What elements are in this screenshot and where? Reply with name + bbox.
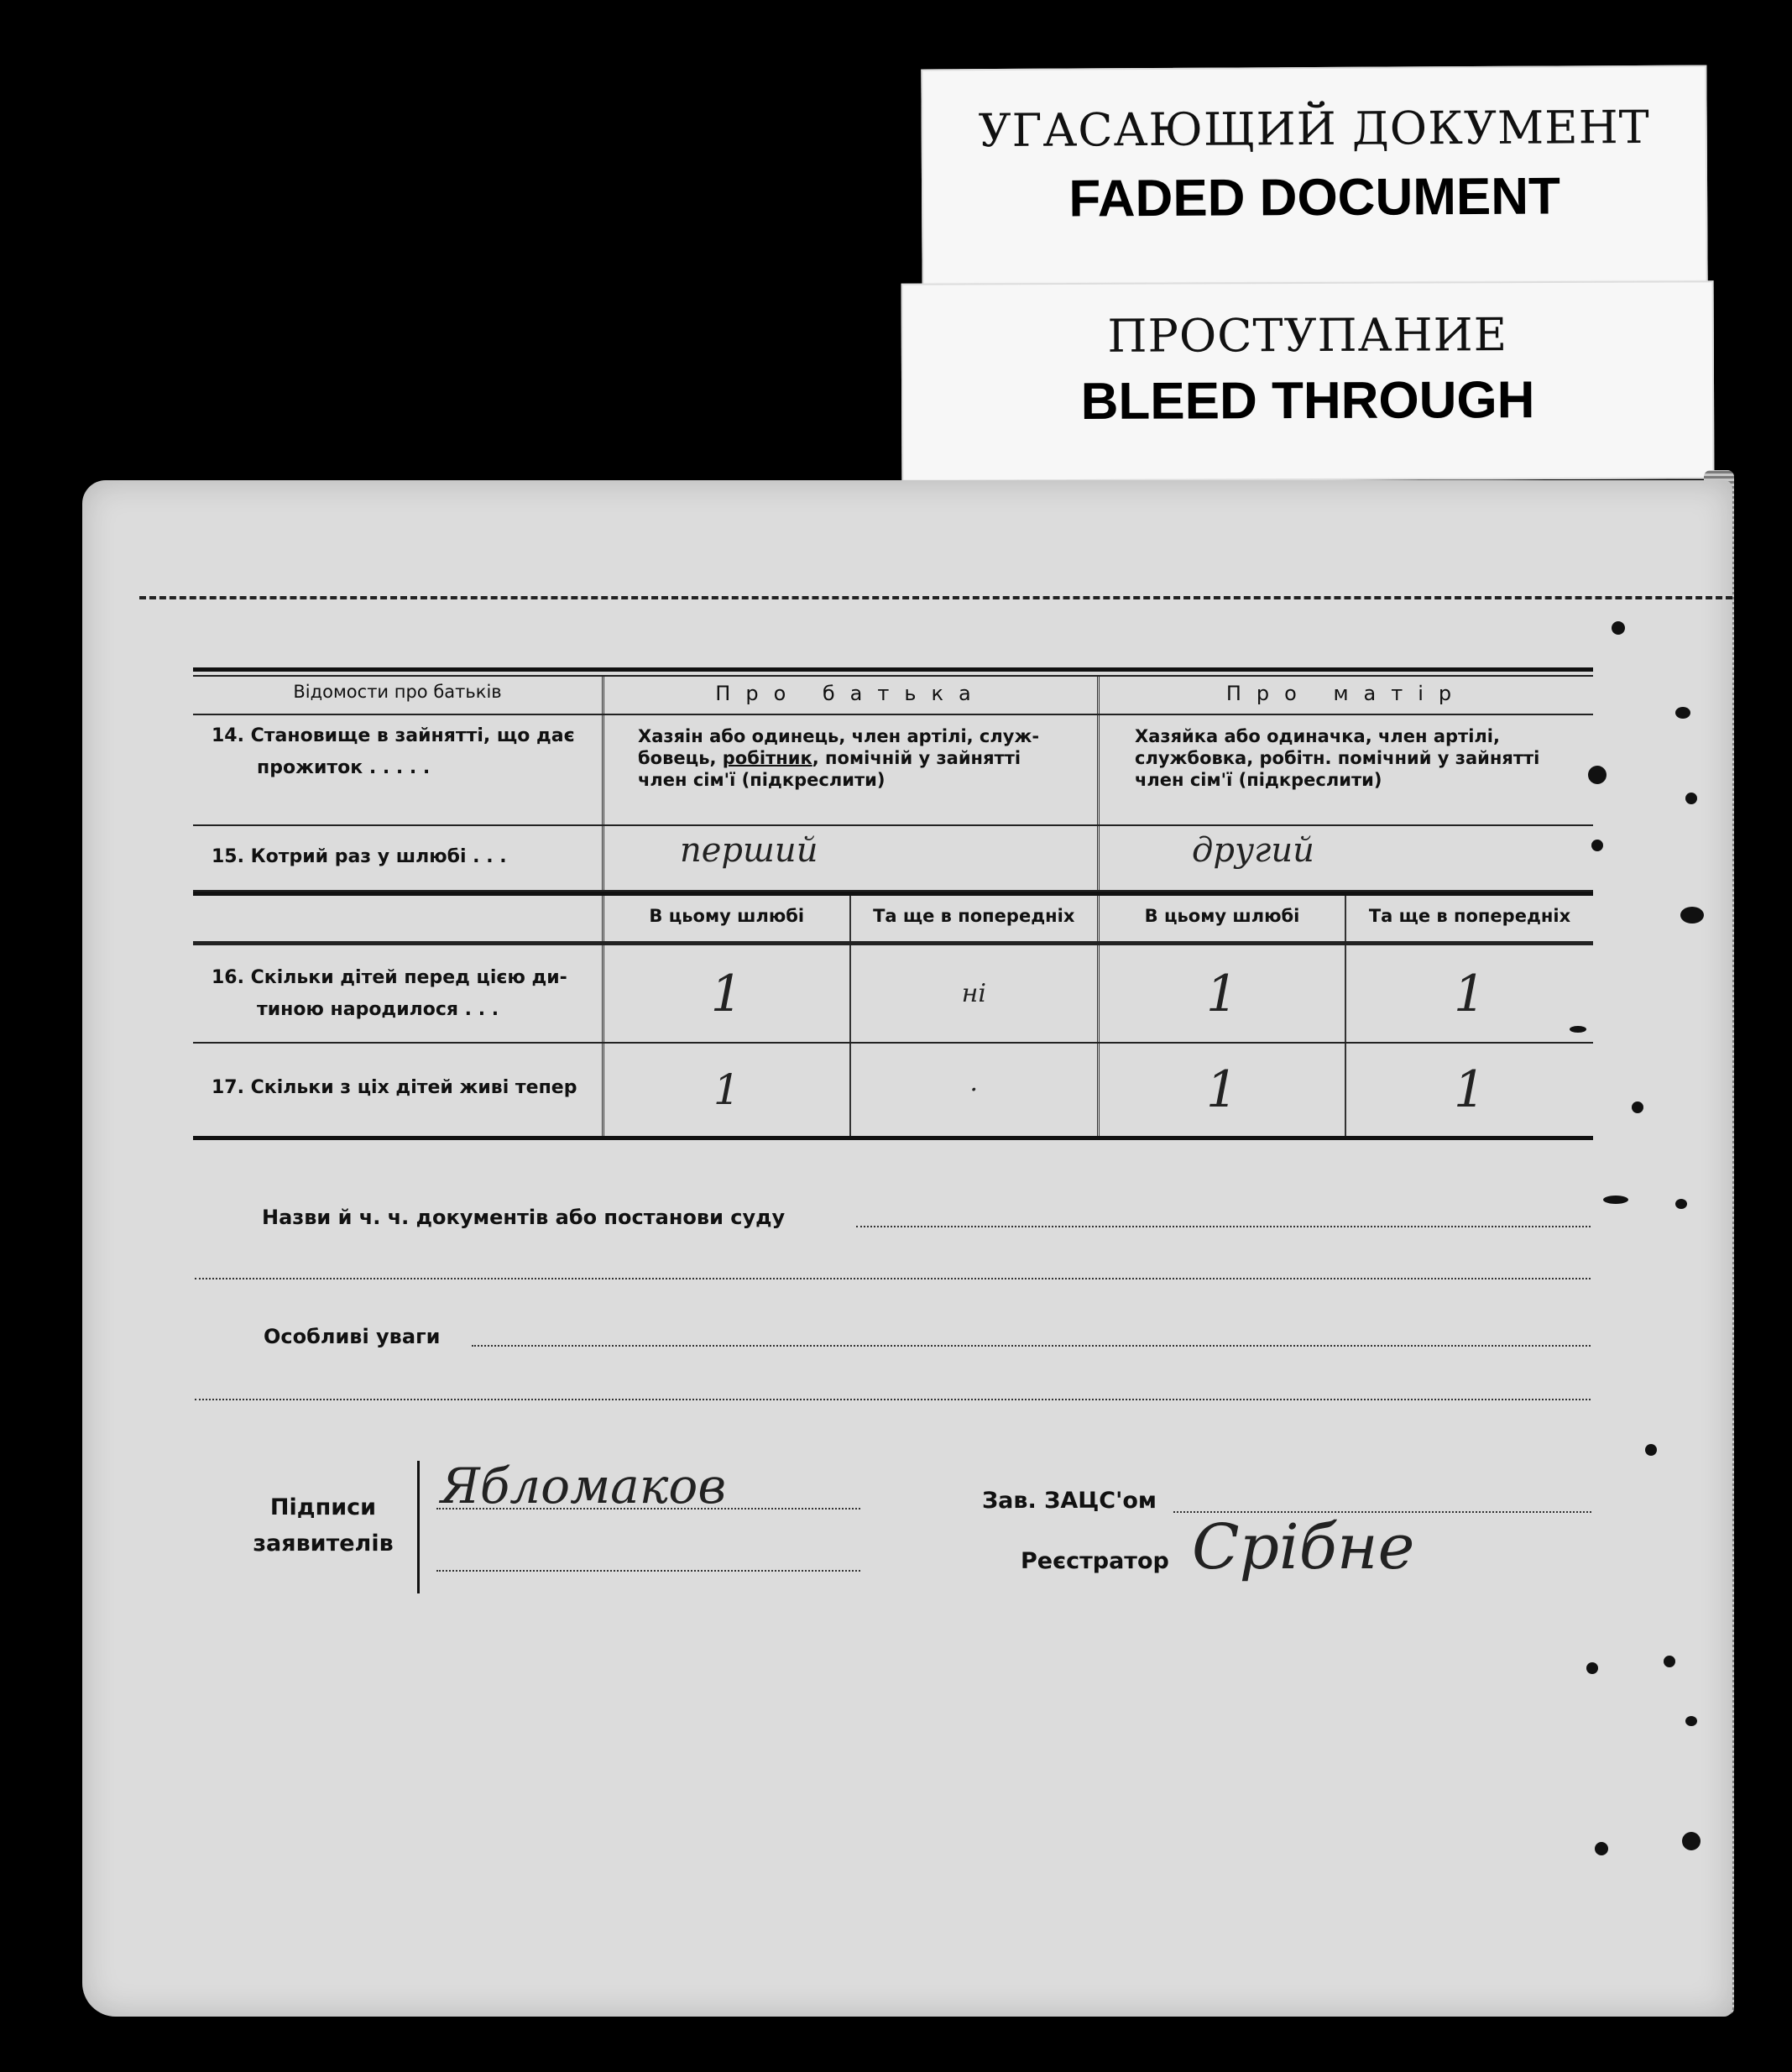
punch-hole	[1682, 1832, 1701, 1850]
registrar-signature: Срібне	[1192, 1511, 1415, 1583]
perforation-line	[139, 596, 1732, 599]
row-14-father-line1: Хазяін або одинець, член артілі, служ-	[638, 726, 1040, 746]
applicant-signature: Ябломаков	[441, 1457, 727, 1515]
punch-hole	[1645, 1444, 1657, 1456]
table-header-father: Про батька	[604, 677, 1100, 714]
notes-label: Особливі уваги	[264, 1325, 441, 1348]
table-row-14	[193, 715, 1593, 826]
row-14-label-line1: 14. Становище в зайнятті, що дає	[212, 725, 575, 746]
punch-hole	[1603, 1196, 1628, 1204]
row-14-mother-line1: Хазяйка або одиначка, член артілі,	[1135, 726, 1500, 746]
faded-tag-en: FADED DOCUMENT	[1068, 167, 1561, 228]
faded-document-tag	[921, 65, 1707, 293]
row-16-mother-prev: 1	[1453, 964, 1486, 1023]
signatures-label-line1: Підписи	[269, 1494, 377, 1520]
punch-hole	[1632, 1101, 1643, 1113]
table-row-16	[193, 943, 1593, 1044]
table-header-parents: Відомости про батьків	[193, 677, 604, 714]
documents-line-1	[856, 1226, 1591, 1227]
row-17-father-this: 1	[713, 1065, 740, 1114]
row-14-label	[193, 715, 604, 824]
documents-label: Назви й ч. ч. документів або постанови суду	[262, 1206, 786, 1229]
row-14-father-line2	[638, 747, 1063, 769]
row-15-mother-value: другий	[1192, 831, 1314, 870]
punch-hole	[1612, 621, 1625, 635]
row-16-label	[193, 945, 604, 1042]
registrar-label: Реєстратор	[1021, 1548, 1169, 1574]
sub-header-father-this: В цьому шлюбі	[604, 896, 851, 941]
notes-line-2	[195, 1399, 1591, 1400]
punch-hole	[1595, 1842, 1608, 1855]
punch-hole	[1685, 793, 1697, 804]
row-14-mother-line2: службовка, робітн. помічний у зайнятті	[1135, 748, 1540, 768]
row-15-label: 15. Котрий раз у шлюбі . . .	[193, 826, 604, 890]
punch-hole	[1664, 1656, 1675, 1667]
row-17-father-prev: ·	[969, 1075, 979, 1105]
row-14-mother-line3: член сім'ї (підкреслити)	[1135, 770, 1382, 790]
sub-header-mother-this: В цьому шлюбі	[1100, 896, 1346, 941]
punch-hole	[1680, 907, 1704, 924]
applicant-signature-line-2	[436, 1570, 860, 1572]
row-16-label-line2: тиною народилося . . .	[257, 999, 499, 1020]
row-16-label-line1: 16. Скільки дітей перед цією ди-	[212, 967, 567, 988]
row-16-father-this: 1	[710, 964, 743, 1023]
punch-hole	[1685, 1716, 1697, 1726]
row-14-mother	[1100, 715, 1593, 824]
faded-tag-ru: УГАСАЮЩИЙ ДОКУМЕНТ	[978, 100, 1650, 158]
bleed-tag-ru: ПРОСТУПАНИЕ	[1107, 308, 1508, 363]
table-header-mother: Про матір	[1225, 682, 1467, 705]
sub-header-father-prev: Та ще в попередніх	[873, 906, 1075, 926]
table-row-17	[193, 1044, 1593, 1136]
row-14-father-line2b: , помічній у зайнятті	[812, 748, 1021, 768]
row-16-mother-this: 1	[1205, 964, 1239, 1023]
parents-info-table	[193, 667, 1593, 1140]
row-15-father-value: перший	[680, 831, 818, 870]
punch-hole	[1675, 707, 1690, 719]
row-14-father-line2a: бовець,	[638, 748, 723, 768]
sub-header-mother-prev: Та ще в попередніх	[1368, 906, 1571, 926]
punch-hole	[1591, 840, 1603, 851]
notes-line-1	[472, 1345, 1591, 1347]
row-16-father-prev: ні	[961, 979, 986, 1008]
signatures-label-line2: заявителів	[253, 1530, 394, 1557]
row-14-father-underlined: робітник	[722, 748, 812, 768]
table-subheader	[193, 896, 1593, 943]
bleed-tag-en: BLEED THROUGH	[1080, 371, 1535, 431]
signatures-brace	[417, 1461, 431, 1593]
row-17-mother-this: 1	[1205, 1060, 1239, 1119]
row-14-father-line3: член сім'ї (підкреслити)	[638, 770, 886, 790]
table-row-15	[193, 826, 1593, 892]
row-14-father	[604, 715, 1100, 824]
bleed-through-tag	[901, 280, 1715, 481]
head-zags-label: Зав. ЗАЦС'ом	[982, 1488, 1157, 1514]
row-17-mother-prev: 1	[1453, 1060, 1486, 1119]
punch-hole	[1675, 1199, 1687, 1209]
signatures-label	[252, 1494, 394, 1557]
documents-line-2	[195, 1278, 1591, 1279]
row-17-label: 17. Скільки з ціх дітей живі тепер	[193, 1044, 604, 1136]
punch-hole	[1586, 1662, 1598, 1674]
row-14-label-line2: прожиток . . . . .	[257, 757, 431, 778]
